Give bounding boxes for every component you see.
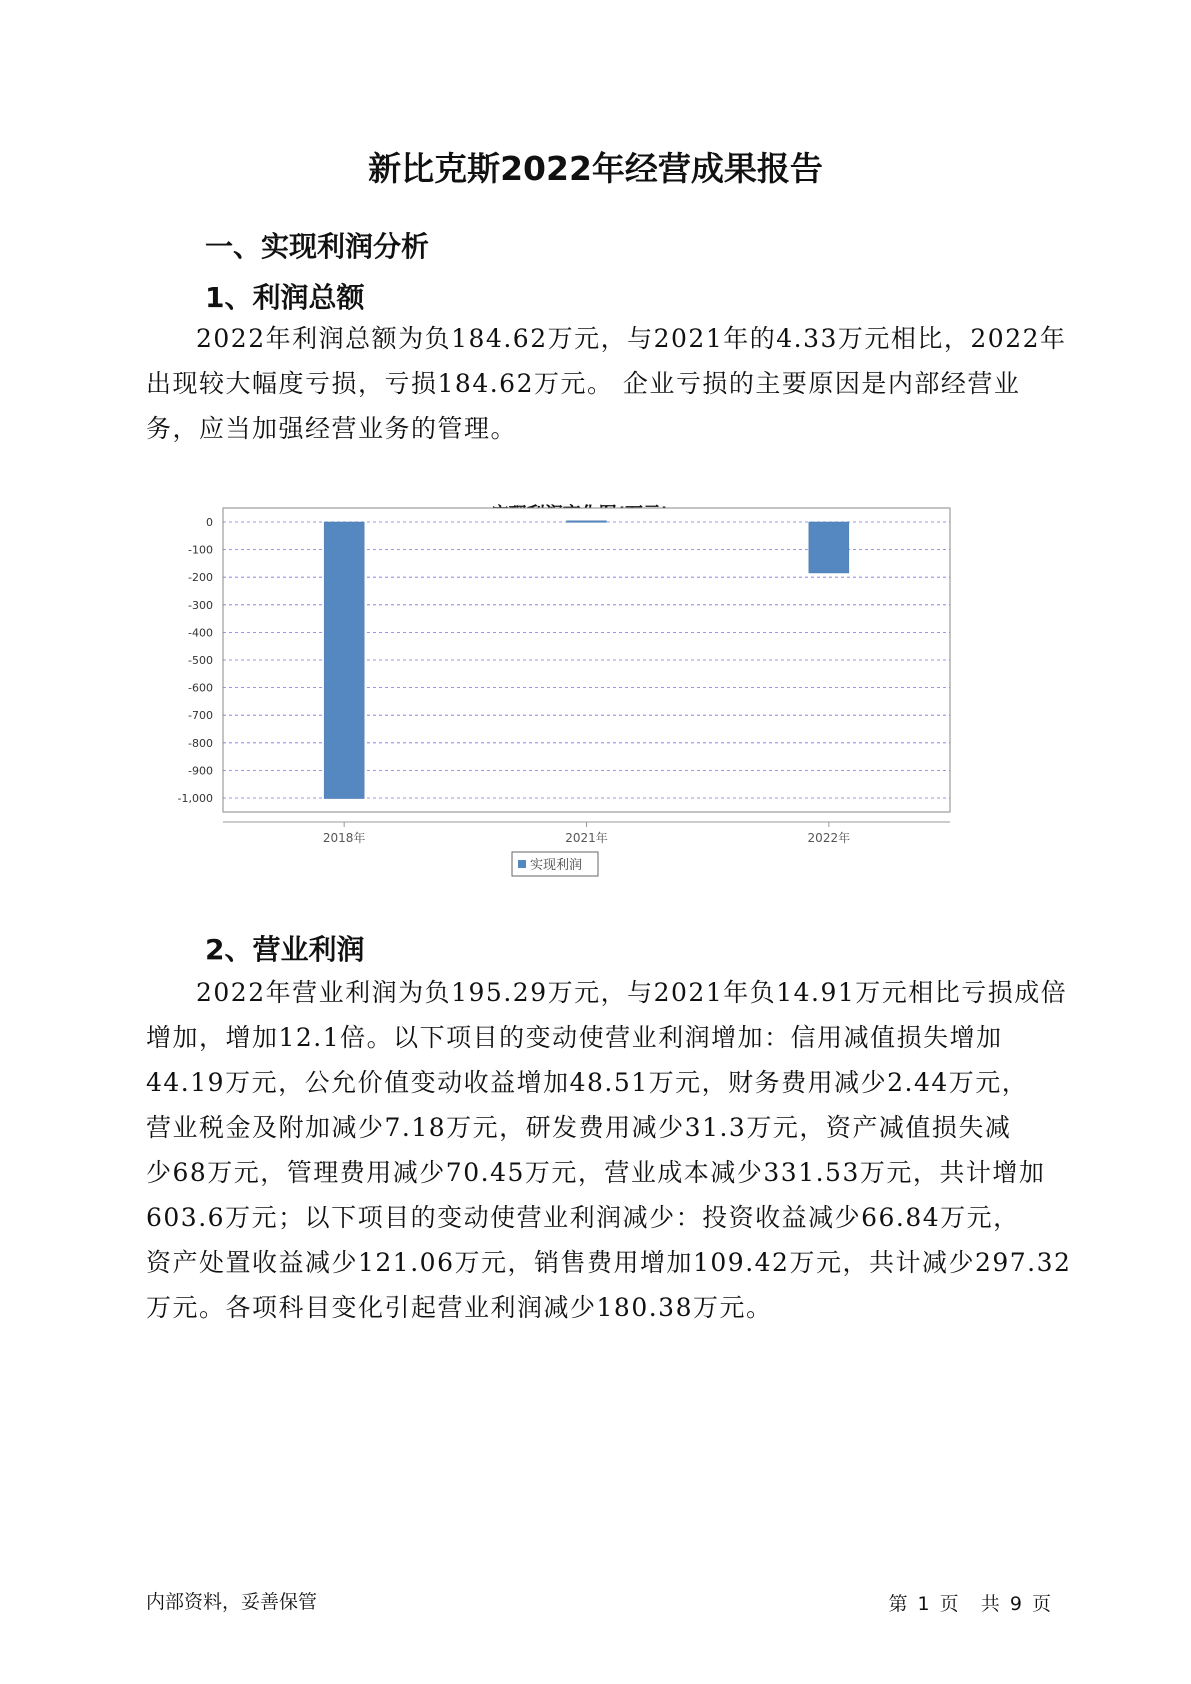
footer-confidential-note: 内部资料，妥善保管 <box>146 1591 318 1613</box>
bar <box>567 521 607 523</box>
paragraph-profit-total <box>146 316 1067 451</box>
y-tick-label: -1,000 <box>177 792 213 805</box>
section-heading: 一、实现利润分析 <box>205 230 430 263</box>
total-pages: 9 <box>1009 1593 1022 1615</box>
total-prefix: 共 <box>980 1593 1000 1615</box>
paragraph-line: 2022年利润总额为负184.62万元，与2021年的4.33万元相比，2022年 <box>196 324 1067 353</box>
paragraph-line: 出现较大幅度亏损，亏损184.62万元。 企业亏损的主要原因是内部经营业 <box>146 369 1021 398</box>
y-tick-label: -800 <box>188 736 213 750</box>
y-tick-label: -300 <box>188 598 213 612</box>
chart-svg <box>160 500 1040 960</box>
y-tick-label: -500 <box>188 654 213 667</box>
y-tick-label: -400 <box>188 626 213 640</box>
y-tick-label: -700 <box>188 709 213 723</box>
paragraph-line: 资产处置收益减少121.06万元，销售费用增加109.42万元，共计减少297.32 <box>146 1248 1072 1277</box>
x-tick-label: 2022年 <box>807 831 851 845</box>
bar <box>324 522 364 799</box>
page-number: 1 <box>917 1593 930 1615</box>
paragraph-line: 2022年营业利润为负195.29万元，与2021年负14.91万元相比亏损成倍 <box>196 978 1068 1007</box>
x-tick-label: 2021年 <box>565 831 608 845</box>
subsection-heading-profit-total: 1、利润总额 <box>205 281 365 314</box>
legend-swatch <box>518 860 526 868</box>
total-unit: 页 <box>1031 1593 1051 1615</box>
y-tick-label: -100 <box>188 543 213 557</box>
legend-label: 实现利润 <box>530 858 583 873</box>
x-tick-label: 2018年 <box>322 831 366 845</box>
paragraph-line: 少68万元，管理费用减少70.45万元，营业成本减少331.53万元，共计增加 <box>146 1158 1046 1187</box>
y-tick-label: -200 <box>188 571 213 585</box>
subsection-heading-operating-profit: 2、营业利润 <box>205 933 365 966</box>
paragraph-line: 务，应当加强经营业务的管理。 <box>146 414 518 443</box>
profit-chart <box>160 500 1040 960</box>
paragraph-line: 营业税金及附加减少7.18万元，研发费用减少31.3万元，资产减值损失减 <box>146 1113 1012 1142</box>
paragraph-line: 44.19万元，公允价值变动收益增加48.51万元，财务费用减少2.44万元， <box>146 1068 1029 1097</box>
paragraph-line: 万元。各项科目变化引起营业利润减少180.38万元。 <box>146 1293 773 1322</box>
page-prefix: 第 <box>888 1593 908 1615</box>
document-title: 新比克斯2022年经营成果报告 <box>368 149 823 188</box>
y-tick-label: -600 <box>188 681 213 695</box>
paragraph-line: 增加，增加12.1倍。以下项目的变动使营业利润增加：信用减值损失增加 <box>146 1023 1003 1052</box>
paragraph-line: 603.6万元；以下项目的变动使营业利润减少：投资收益减少66.84万元， <box>146 1203 1020 1232</box>
page-unit: 页 <box>939 1593 959 1615</box>
bar <box>809 522 849 573</box>
y-tick-label: 0 <box>206 516 213 529</box>
footer-page-indicator <box>886 1589 1053 1616</box>
y-tick-label: -900 <box>188 764 213 778</box>
paragraph-operating-profit <box>146 970 1072 1330</box>
